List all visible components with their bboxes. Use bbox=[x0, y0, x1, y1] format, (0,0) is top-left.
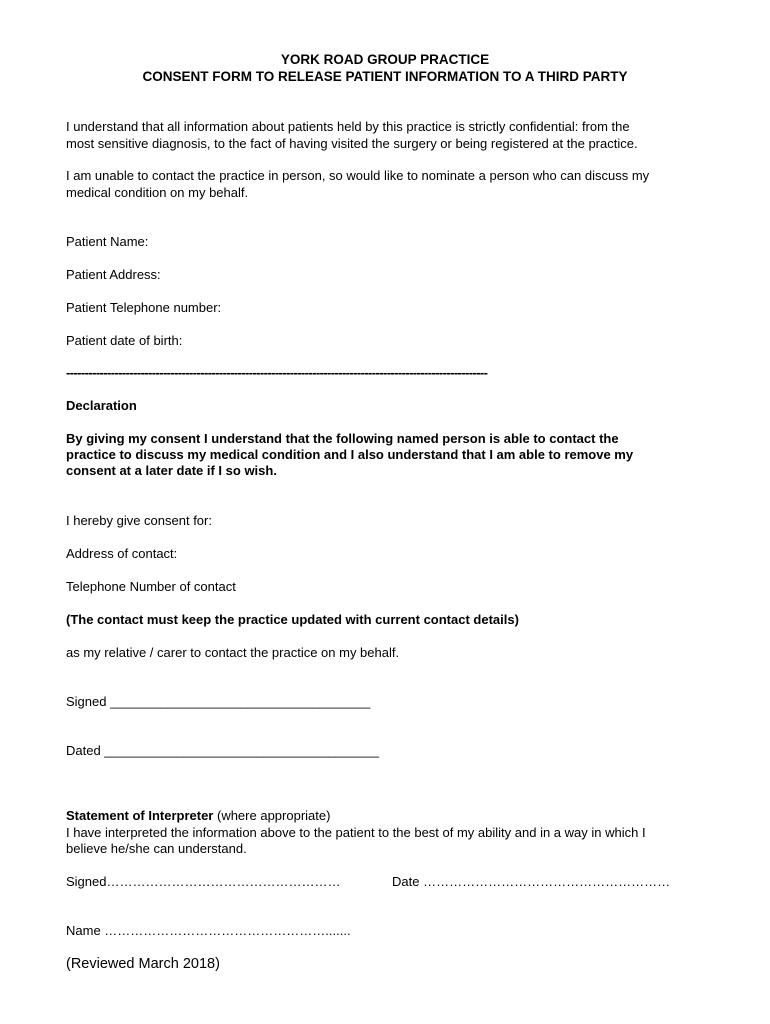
intro-paragraph-1-line-1: I understand that all information about patients held by this practice is strictly confidential: from the bbox=[66, 119, 630, 134]
patient-dob-label: Patient date of birth: bbox=[66, 333, 183, 348]
relative-carer-line: as my relative / carer to contact the practice on my behalf. bbox=[66, 645, 400, 660]
intro-paragraph-2-line-2: medical condition on my behalf. bbox=[66, 185, 249, 200]
contact-update-note: (The contact must keep the practice updated with current contact details) bbox=[66, 612, 519, 627]
declaration-heading: Declaration bbox=[66, 398, 137, 413]
intro-paragraph-1-line-2: most sensitive diagnosis, to the fact of having visited the surgery or being registered at the practice. bbox=[66, 136, 638, 151]
practice-name: YORK ROAD GROUP PRACTICE bbox=[280, 52, 490, 67]
patient-telephone-label: Patient Telephone number: bbox=[66, 300, 222, 315]
contact-address-label: Address of contact: bbox=[66, 546, 178, 561]
patient-address-label: Patient Address: bbox=[66, 267, 161, 282]
interpreter-statement-line-1: I have interpreted the information above to the patient to the best of my ability and in a way in which I bbox=[66, 825, 646, 840]
signed-line: Signed ____________________________________ bbox=[66, 694, 371, 709]
interpreter-signed-line: Signed……………………………………………… bbox=[66, 874, 341, 889]
declaration-line-3: consent at a later date if I so wish. bbox=[66, 463, 277, 478]
dated-line: Dated ______________________________________ bbox=[66, 743, 380, 758]
interpreter-heading-line bbox=[66, 807, 330, 824]
consent-for-label: I hereby give consent for: bbox=[66, 513, 212, 528]
interpreter-date-line: Date ………………………………………………… bbox=[392, 874, 671, 889]
interpreter-heading: Statement of Interpreter bbox=[66, 808, 214, 823]
reviewed-date: (Reviewed March 2018) bbox=[66, 956, 220, 972]
interpreter-name-line: Name ……………………………………………....... bbox=[66, 923, 351, 938]
form-title: CONSENT FORM TO RELEASE PATIENT INFORMATION TO A THIRD PARTY bbox=[142, 69, 628, 84]
interpreter-heading-note: (where appropriate) bbox=[213, 808, 331, 823]
intro-paragraph-2-line-1: I am unable to contact the practice in person, so would like to nominate a person who can discuss my bbox=[66, 168, 650, 183]
declaration-line-2: practice to discuss my medical condition and I also understand that I am able to remove my bbox=[66, 447, 634, 462]
section-separator: ----------------------------------------------------------------------------------------------------------------- bbox=[66, 365, 488, 380]
patient-name-label: Patient Name: bbox=[66, 234, 149, 249]
contact-telephone-label: Telephone Number of contact bbox=[66, 579, 236, 594]
declaration-line-1: By giving my consent I understand that the following named person is able to contact the bbox=[66, 431, 619, 446]
interpreter-statement-line-2: believe he/she can understand. bbox=[66, 841, 247, 856]
